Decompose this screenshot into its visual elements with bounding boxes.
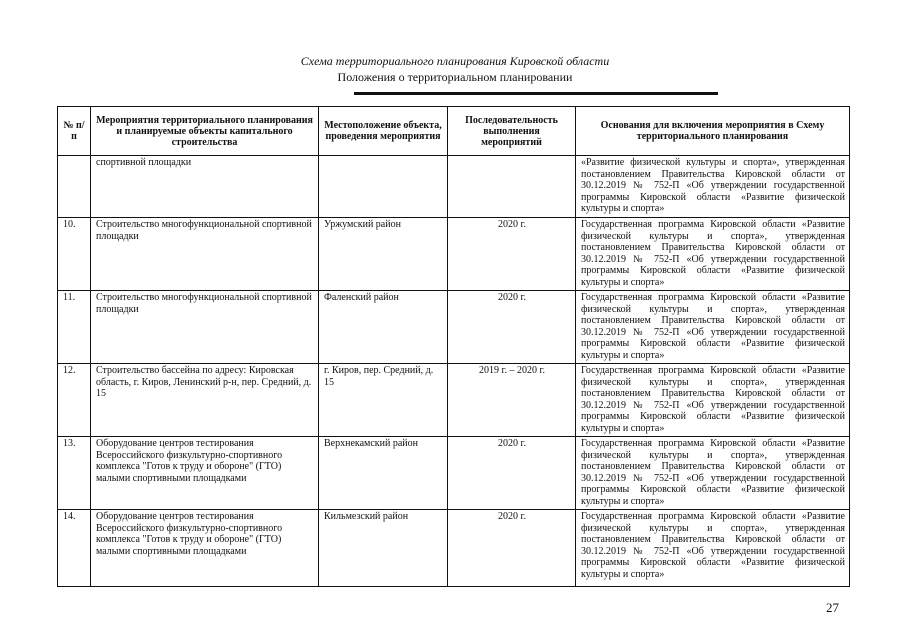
- row-activity: Оборудование центров тестирования Всероссийского физкультурно-спортивного комплекса "Готов к труду и обороне" (ГТО) малыми спортивными площадками: [91, 510, 319, 587]
- header-activity: Мероприятия территориального планирования и планируемые объекты капитального строительства: [91, 107, 319, 156]
- document-subtitle: Положения о территориальном планировании: [337, 70, 573, 84]
- header-number: № п/п: [58, 107, 91, 156]
- row-basis: Государственная программа Кировской области «Развитие физической культуры и спорта», утвержденная постановлением Правительства Кировской области от 30.12.2019 № 752-П «Об утверждении государственной программы Кировской области «Развитие физической культуры и спорта»: [576, 437, 850, 510]
- document-title: Схема территориального планирования Кировской области: [300, 54, 610, 68]
- table-row: [58, 437, 850, 510]
- header-location: Местоположение объекта, проведения мероприятия: [319, 107, 448, 156]
- row-activity: Строительство многофункциональной спортивной площадки: [91, 218, 319, 291]
- row-activity: Оборудование центров тестирования Всероссийского физкультурно-спортивного комплекса "Готов к труду и обороне" (ГТО) малыми спортивными площадками: [91, 437, 319, 510]
- row-location: Кильмезский район: [319, 510, 448, 587]
- table-row: [58, 291, 850, 364]
- table-row: [58, 510, 850, 587]
- header-divider: [354, 92, 718, 95]
- row-location: Фаленский район: [319, 291, 448, 364]
- row-basis: «Развитие физической культуры и спорта», утвержденная постановлением Правительства Кировской области от 30.12.2019 № 752-П «Об утверждении государственной программы Кировской области «Развитие физической культуры и спорта»: [576, 156, 850, 218]
- header-basis: Основания для включения мероприятия в Схему территориального планирования: [576, 107, 850, 156]
- row-location: [319, 156, 448, 218]
- row-number: 10.: [58, 218, 91, 291]
- row-sequence: 2020 г.: [448, 510, 576, 587]
- row-sequence: 2020 г.: [448, 437, 576, 510]
- planning-table: [57, 106, 850, 587]
- row-basis: Государственная программа Кировской области «Развитие физической культуры и спорта», утвержденная постановлением Правительства Кировской области от 30.12.2019 № 752-П «Об утверждении государственной программы Кировской области «Развитие физической культуры и спорта»: [576, 364, 850, 437]
- row-basis: Государственная программа Кировской области «Развитие физической культуры и спорта», утвержденная постановлением Правительства Кировской области от 30.12.2019 № 752-П «Об утверждении государственной программы Кировской области «Развитие физической культуры и спорта»: [576, 510, 850, 587]
- row-number: 13.: [58, 437, 91, 510]
- table-row: [58, 156, 850, 218]
- table-row: [58, 364, 850, 437]
- row-sequence: 2019 г. – 2020 г.: [448, 364, 576, 437]
- table-header-row: [58, 107, 850, 156]
- document-header: [150, 54, 760, 84]
- row-number: [58, 156, 91, 218]
- row-location: Верхнекамский район: [319, 437, 448, 510]
- row-location: г. Киров, пер. Средний, д. 15: [319, 364, 448, 437]
- row-sequence: 2020 г.: [448, 291, 576, 364]
- row-sequence: [448, 156, 576, 218]
- row-activity: спортивной площадки: [91, 156, 319, 218]
- row-activity: Строительство многофункциональной спортивной площадки: [91, 291, 319, 364]
- row-number: 14.: [58, 510, 91, 587]
- row-sequence: 2020 г.: [448, 218, 576, 291]
- row-basis: Государственная программа Кировской области «Развитие физической культуры и спорта», утвержденная постановлением Правительства Кировской области от 30.12.2019 № 752-П «Об утверждении государственной программы Кировской области «Развитие физической культуры и спорта»: [576, 218, 850, 291]
- row-basis: Государственная программа Кировской области «Развитие физической культуры и спорта», утвержденная постановлением Правительства Кировской области от 30.12.2019 № 752-П «Об утверждении государственной программы Кировской области «Развитие физической культуры и спорта»: [576, 291, 850, 364]
- page-number: 27: [826, 600, 839, 615]
- header-sequence: Последовательность выполнения мероприятий: [448, 107, 576, 156]
- row-location: Уржумский район: [319, 218, 448, 291]
- row-number: 11.: [58, 291, 91, 364]
- row-activity: Строительство бассейна по адресу: Кировская область, г. Киров, Ленинский р-н, пер. Средний, д. 15: [91, 364, 319, 437]
- row-number: 12.: [58, 364, 91, 437]
- table-row: [58, 218, 850, 291]
